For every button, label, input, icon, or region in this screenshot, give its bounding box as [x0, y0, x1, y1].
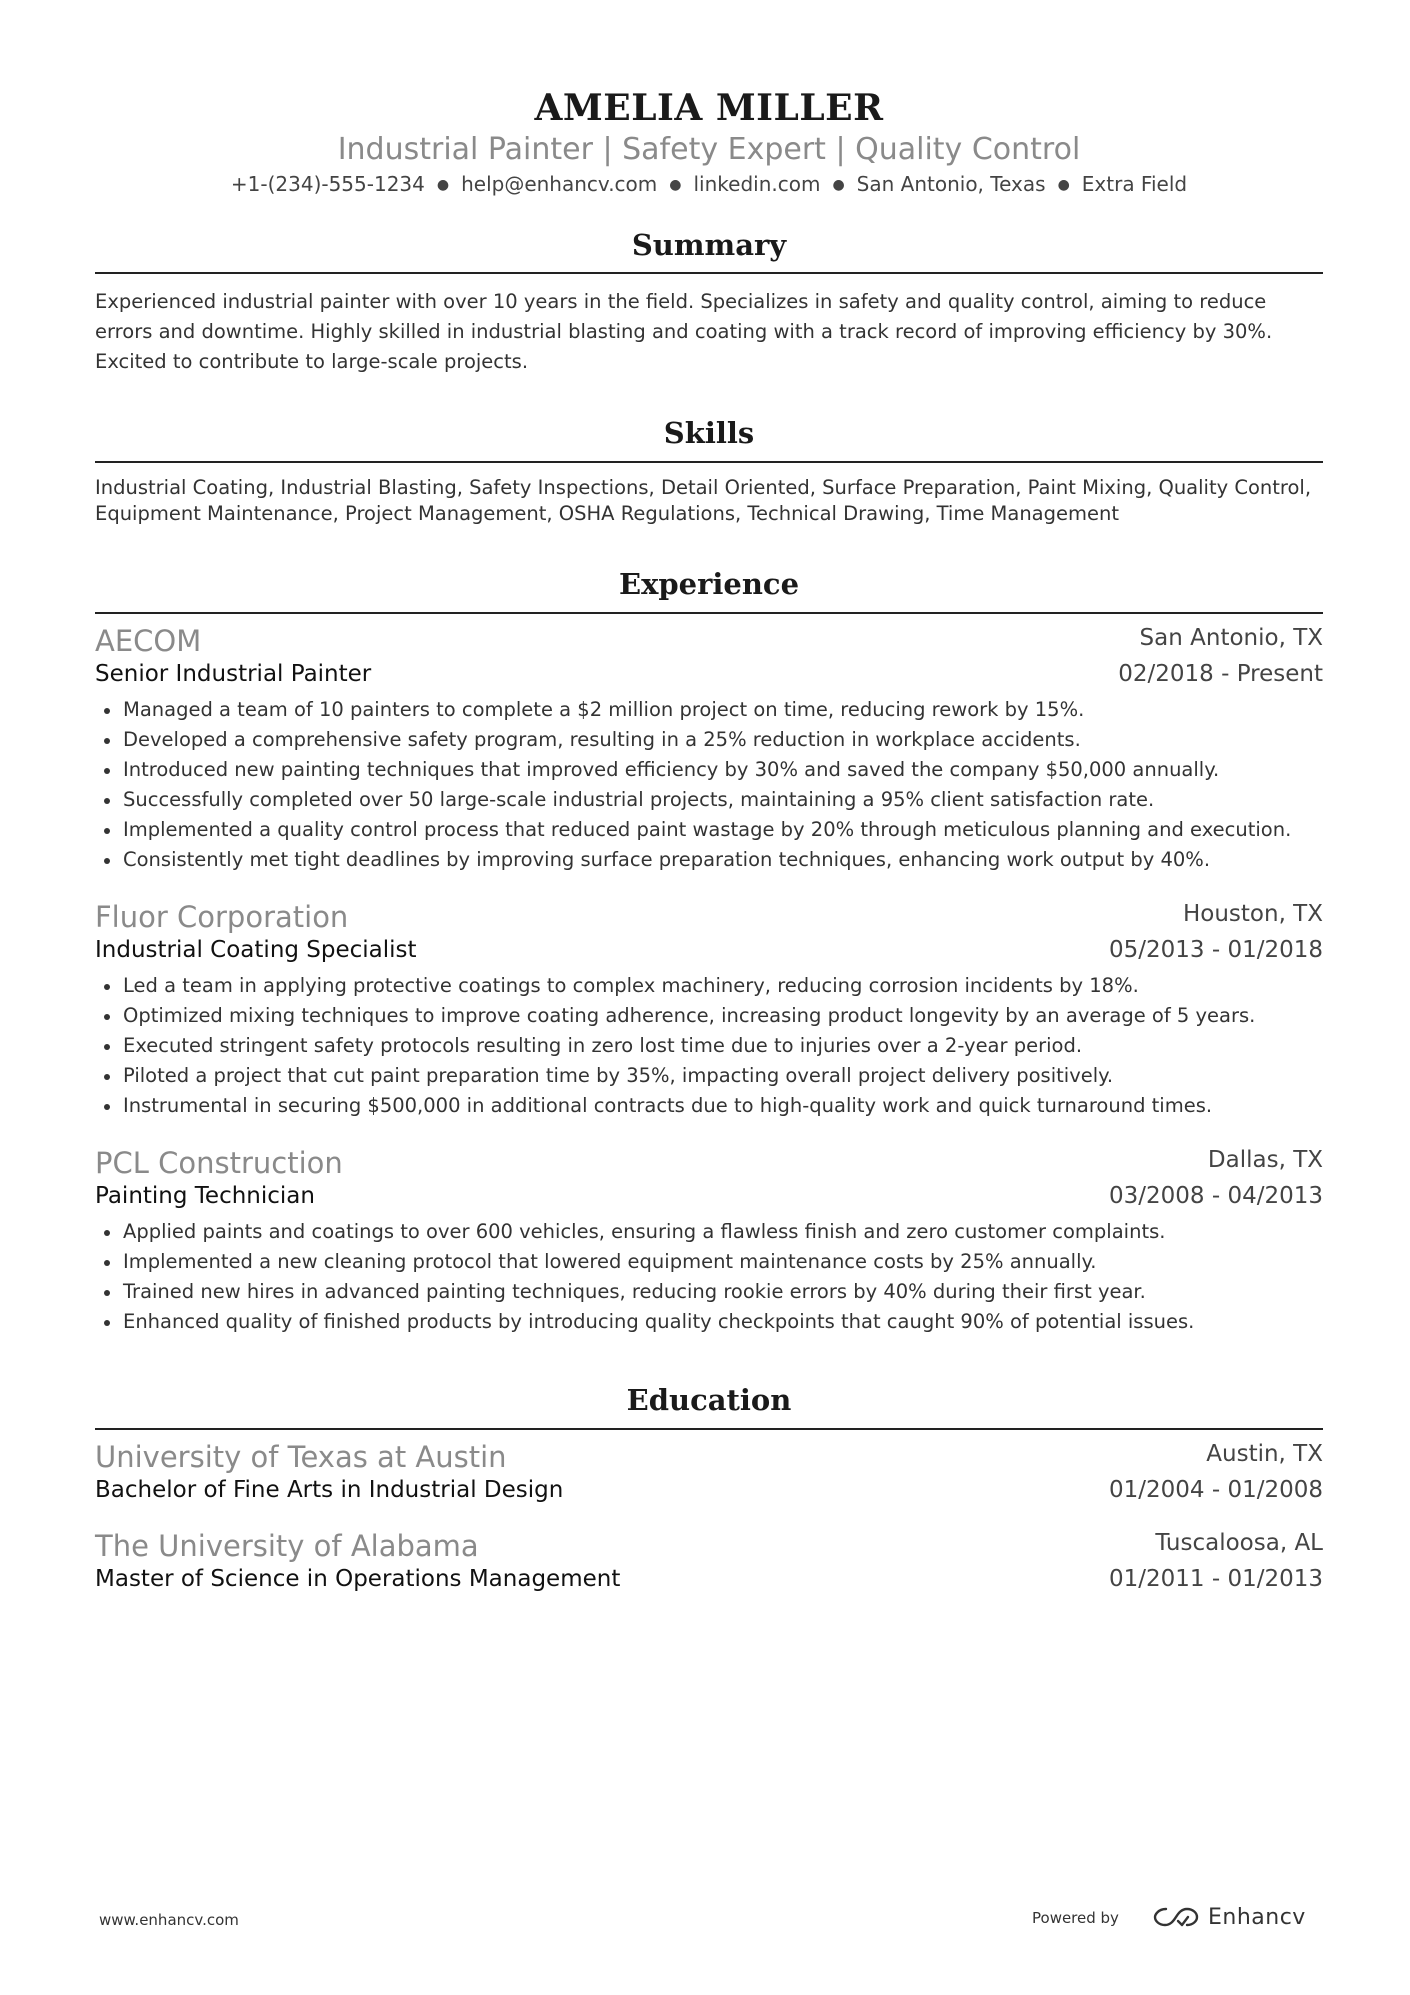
achievement-item: Enhanced quality of finished products by introducing quality checkpoints that caught 90% of potential issues. [95, 1307, 1323, 1337]
achievement-item: Optimized mixing techniques to improve coating adherence, increasing product longevity by an average of 5 years. [95, 1001, 1323, 1031]
school-location: Tuscaloosa, AL [1155, 1530, 1323, 1556]
location: San Antonio, Texas [856, 172, 1046, 196]
school-name: The University of Alabama [95, 1529, 479, 1563]
school-name: University of Texas at Austin [95, 1440, 507, 1474]
section-divider [95, 612, 1323, 614]
summary-heading: Summary [631, 228, 787, 262]
experience-heading: Experience [618, 567, 800, 601]
degree: Bachelor of Fine Arts in Industrial Design [95, 1477, 564, 1503]
achievement-item: Introduced new painting techniques that improved efficiency by 30% and saved the company $50,000 annually. [95, 755, 1323, 785]
job-location: San Antonio, TX [1139, 625, 1323, 651]
extra-field: Extra Field [1081, 172, 1188, 196]
summary-text: Experienced industrial painter with over 10 years in the field. Specializes in safety and quality control, aiming to reduce errors and downtime. Highly skilled in industrial blasting and coating with a track record of improving efficiency by 30%. Excited to contribute to large-scale projects. [95, 290, 1273, 373]
skills-text: Industrial Coating, Industrial Blasting, Safety Inspections, Detail Oriented, Surface Preparation, Paint Mixing, Quality Control, Equipment Maintenance, Project Management, OSHA Regulations, Technical Drawing, Time Management [95, 476, 1312, 525]
candidate-name: AMELIA MILLER [534, 87, 884, 129]
school-location: Austin, TX [1206, 1441, 1323, 1467]
achievement-item: Implemented a quality control process that reduced paint wastage by 20% through meticulous planning and execution. [95, 815, 1323, 845]
linkedin-link[interactable]: linkedin.com [693, 172, 821, 196]
job-dates: 05/2013 - 01/2018 [1108, 937, 1323, 963]
separator-dot: ● [1057, 177, 1070, 193]
job-title: Industrial Coating Specialist [95, 937, 417, 963]
separator-dot: ● [436, 177, 450, 193]
job-location: Dallas, TX [1207, 1147, 1323, 1173]
separator-dot: ● [669, 177, 682, 193]
achievement-item: Piloted a project that cut paint preparation time by 35%, impacting overall project delivery positively. [95, 1061, 1323, 1091]
achievement-item: Instrumental in securing $500,000 in additional contracts due to high-quality work and quick turnaround times. [95, 1091, 1323, 1121]
job-location: Houston, TX [1182, 901, 1323, 927]
achievement-item: Implemented a new cleaning protocol that lowered equipment maintenance costs by 25% annually. [95, 1247, 1323, 1277]
brand-name: Enhancv [1208, 1904, 1306, 1930]
job-title: Senior Industrial Painter [95, 661, 372, 687]
email-link[interactable]: help@enhancv.com [461, 172, 658, 196]
achievement-list [95, 1217, 1323, 1337]
job-dates: 03/2008 - 04/2013 [1108, 1183, 1323, 1209]
footer-url[interactable]: www.enhancv.com [99, 1911, 239, 1929]
phone: +1-(234)-555-1234 [230, 172, 425, 196]
achievement-item: Trained new hires in advanced painting techniques, reducing rookie errors by 40% during their first year. [95, 1277, 1323, 1307]
achievement-item: Applied paints and coatings to over 600 vehicles, ensuring a flawless finish and zero customer complaints. [95, 1217, 1323, 1247]
company-name: PCL Construction [95, 1146, 343, 1180]
section-divider [95, 461, 1323, 463]
brand-logo[interactable] [1152, 1900, 1306, 1934]
section-divider [95, 272, 1323, 274]
achievement-item: Developed a comprehensive safety program, resulting in a 25% reduction in workplace accidents. [95, 725, 1323, 755]
degree: Master of Science in Operations Management [95, 1566, 621, 1592]
company-name: AECOM [95, 624, 202, 658]
separator-dot: ● [832, 177, 845, 193]
job-title: Painting Technician [95, 1183, 315, 1209]
achievement-list [95, 695, 1323, 875]
section-divider [95, 1428, 1323, 1430]
achievement-list [95, 971, 1323, 1121]
contact-info [95, 170, 1323, 199]
achievement-item: Executed stringent safety protocols resulting in zero lost time due to injuries over a 2-year period. [95, 1031, 1323, 1061]
achievement-item: Managed a team of 10 painters to complete a $2 million project on time, reducing rework by 15%. [95, 695, 1323, 725]
headline: Industrial Painter | Safety Expert | Quality Control [337, 132, 1081, 167]
education-dates: 01/2004 - 01/2008 [1108, 1477, 1323, 1503]
job-dates: 02/2018 - Present [1118, 661, 1323, 687]
achievement-item: Consistently met tight deadlines by improving surface preparation techniques, enhancing work output by 40%. [95, 845, 1323, 875]
enhancv-logo-icon [1152, 1904, 1200, 1930]
company-name: Fluor Corporation [95, 900, 349, 934]
achievement-item: Successfully completed over 50 large-scale industrial projects, maintaining a 95% client satisfaction rate. [95, 785, 1323, 815]
education-dates: 01/2011 - 01/2013 [1108, 1566, 1323, 1592]
skills-heading: Skills [663, 416, 755, 450]
achievement-item: Led a team in applying protective coatings to complex machinery, reducing corrosion incidents by 18%. [95, 971, 1323, 1001]
education-heading: Education [626, 1383, 792, 1417]
powered-by-label: Powered by [1032, 1909, 1119, 1927]
